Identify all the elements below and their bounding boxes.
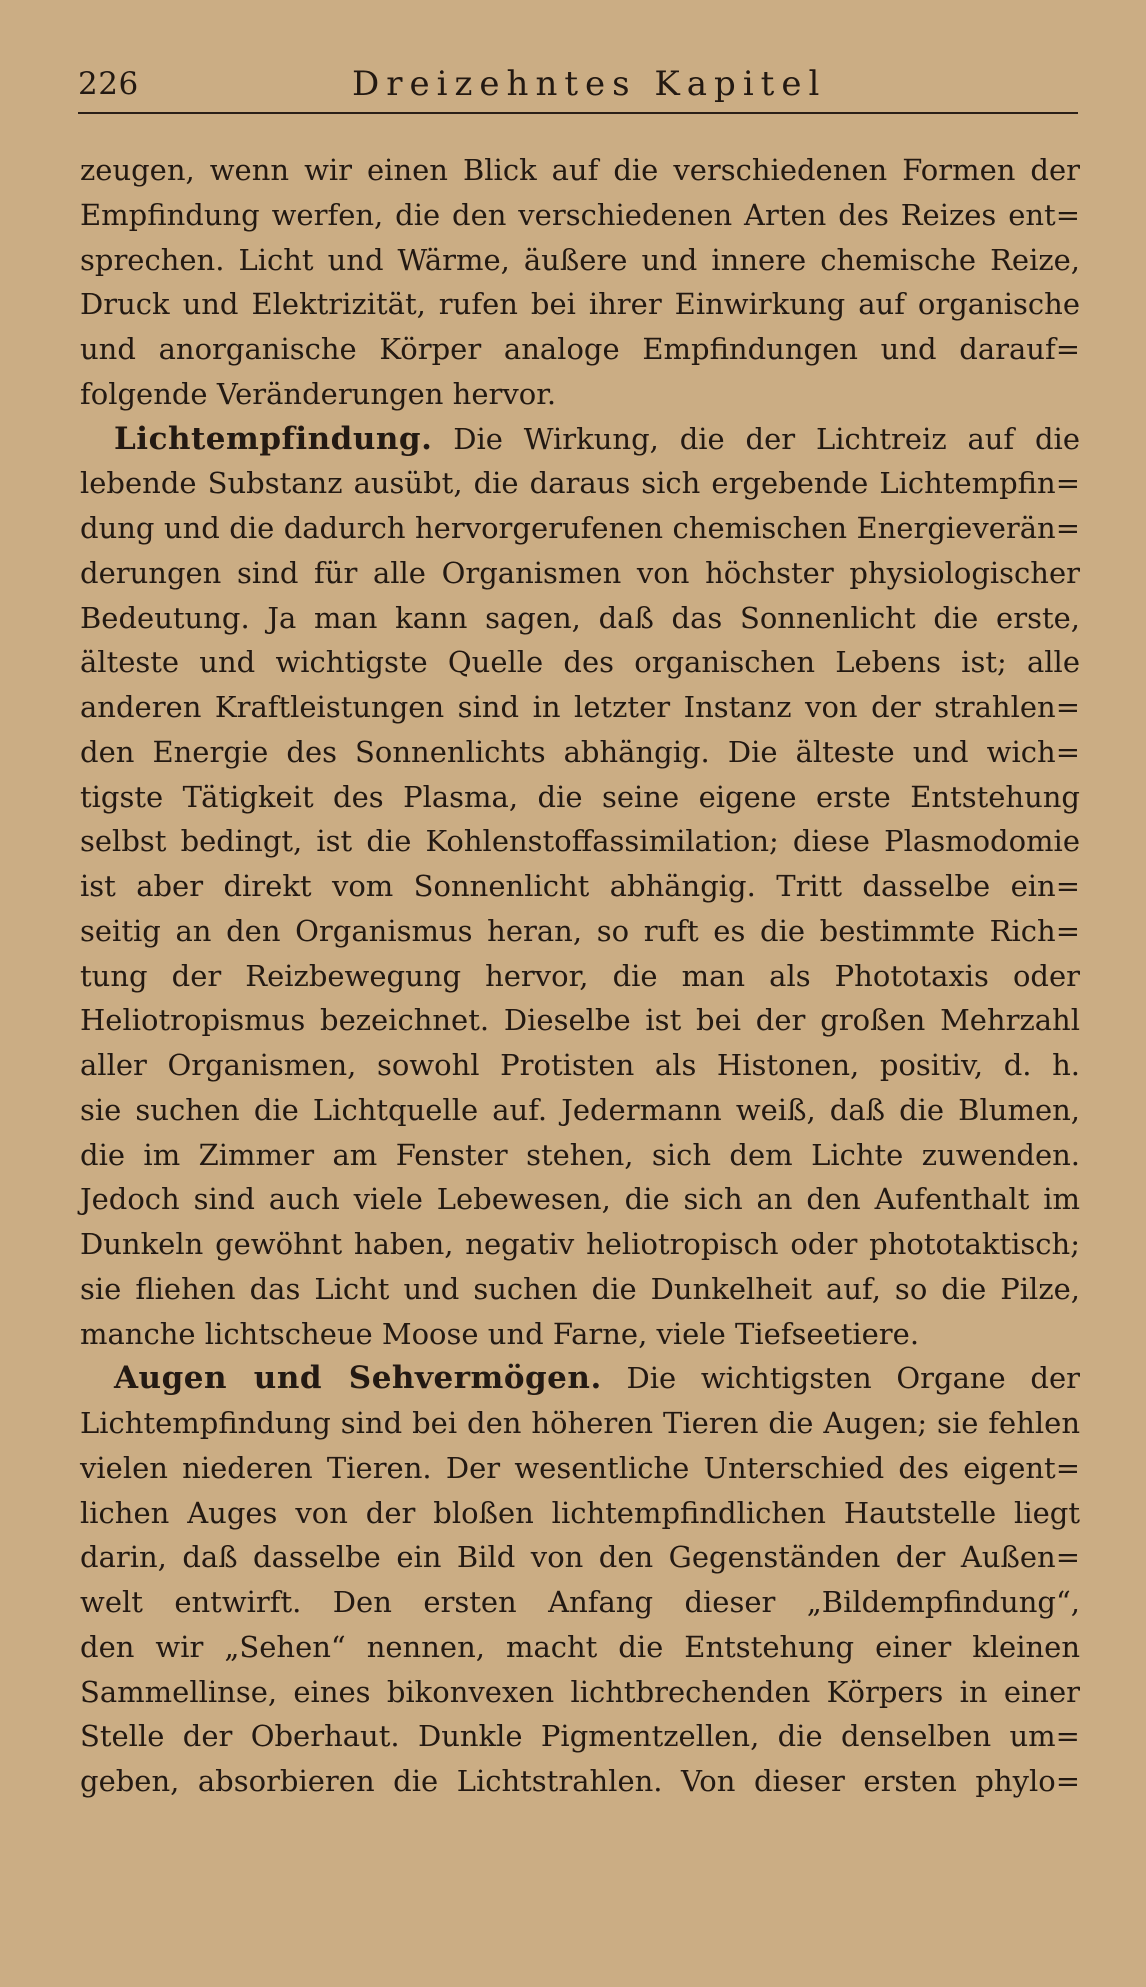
text-line: Sammellinse, eines bikonvexen lichtbrechenden Körpers in einer (80, 1674, 1080, 1709)
text-line: dung und die dadurch hervorgerufenen chemischen Energieverän= (80, 511, 1080, 545)
body-text (80, 148, 1080, 1804)
text-line: Lichtempfindung sind bei den höheren Tieren die Augen; sie fehlen (80, 1406, 1080, 1440)
text-run: Die Wirkung, die der Lichtreiz auf die (453, 421, 1080, 456)
text-line: manche lichtscheue Moose und Farne, viele Tiefseetiere. (80, 1316, 920, 1351)
text-line: sprechen. Licht und Wärme, äußere und innere chemische Reize, (80, 242, 1080, 277)
text-line: Druck und Elektrizität, rufen bei ihrer Einwirkung auf organische (80, 287, 1080, 322)
text-line: anderen Kraftleistungen sind in letzter Instanz von der strahlen= (80, 690, 1080, 724)
text-line: und anorganische Körper analoge Empfindungen und darauf= (80, 332, 1080, 366)
text-line: folgende Veränderungen hervor. (80, 376, 557, 411)
page-header (78, 58, 1078, 114)
text-line: Bedeutung. Ja man kann sagen, daß das Sonnenlicht die erste, (80, 600, 1080, 635)
text-line: sie fliehen das Licht und suchen die Dunkelheit auf, so die Pilze, (80, 1271, 1080, 1306)
text-line: darin, daß dasselbe ein Bild von den Gegenständen der Außen= (80, 1540, 1080, 1575)
text-line: Stelle der Oberhaut. Dunkle Pigmentzellen, die denselben um= (80, 1719, 1080, 1754)
text-run: Die wichtigsten Organe der (626, 1361, 1080, 1396)
page-number: 226 (78, 66, 139, 102)
text-line: die im Zimmer am Fenster stehen, sich dem Lichte zuwenden. (80, 1137, 1080, 1172)
text-line: Dunkeln gewöhnt haben, negativ heliotropisch oder phototaktisch; (80, 1227, 1080, 1261)
text-line: den Energie des Sonnenlichts abhängig. Die älteste und wich= (80, 734, 1080, 769)
text-line: sie suchen die Lichtquelle auf. Jedermann weiß, daß die Blumen, (80, 1092, 1080, 1127)
text-line: älteste und wichtigste Quelle des organischen Lebens ist; alle (80, 645, 1080, 680)
section-heading: Lichtempfindung. (114, 420, 433, 457)
text-line: aller Organismen, sowohl Protisten als Histonen, positiv, d. h. (80, 1048, 1080, 1082)
text-line: zeugen, wenn wir einen Blick auf die verschiedenen Formen der (80, 153, 1080, 187)
section-heading: Augen und Sehvermögen. (114, 1360, 602, 1397)
text-line: seitig an den Organismus heran, so ruft es die bestimmte Rich= (80, 913, 1080, 948)
section-first-line (80, 417, 1080, 462)
text-line: vielen niederen Tieren. Der wesentliche Unterschied des eigent= (80, 1450, 1080, 1485)
text-line: ist aber direkt vom Sonnenlicht abhängig. Tritt dasselbe ein= (80, 869, 1080, 903)
text-line: selbst bedingt, ist die Kohlenstoffassimilation; diese Plasmodomie (80, 824, 1080, 859)
text-line: lichen Auges von der bloßen lichtempfindlichen Hautstelle liegt (80, 1495, 1080, 1530)
text-line: Jedoch sind auch viele Lebewesen, die sich an den Aufenthalt im (80, 1182, 1080, 1217)
text-line: Heliotropismus bezeichnet. Dieselbe ist bei der großen Mehrzahl (80, 1003, 1080, 1038)
section-first-line (80, 1356, 1080, 1401)
text-line: Empfindung werfen, die den verschiedenen Arten des Reizes ent= (80, 197, 1080, 232)
text-line: den wir „Sehen“ nennen, macht die Entstehung einer kleinen (80, 1629, 1080, 1664)
text-line: derungen sind für alle Organismen von höchster physiologischer (80, 555, 1080, 590)
text-line: lebende Substanz ausübt, die daraus sich ergebende Lichtempfin= (80, 466, 1080, 501)
text-line: tigste Tätigkeit des Plasma, die seine eigene erste Entstehung (80, 779, 1080, 814)
text-line: welt entwirft. Den ersten Anfang dieser „Bildempfindung“, (80, 1585, 1080, 1619)
running-head: Dreizehntes Kapitel (352, 64, 827, 104)
text-line: tung der Reizbewegung hervor, die man als Phototaxis oder (80, 958, 1080, 993)
text-line: geben, absorbieren die Lichtstrahlen. Von dieser ersten phylo= (80, 1764, 1080, 1798)
